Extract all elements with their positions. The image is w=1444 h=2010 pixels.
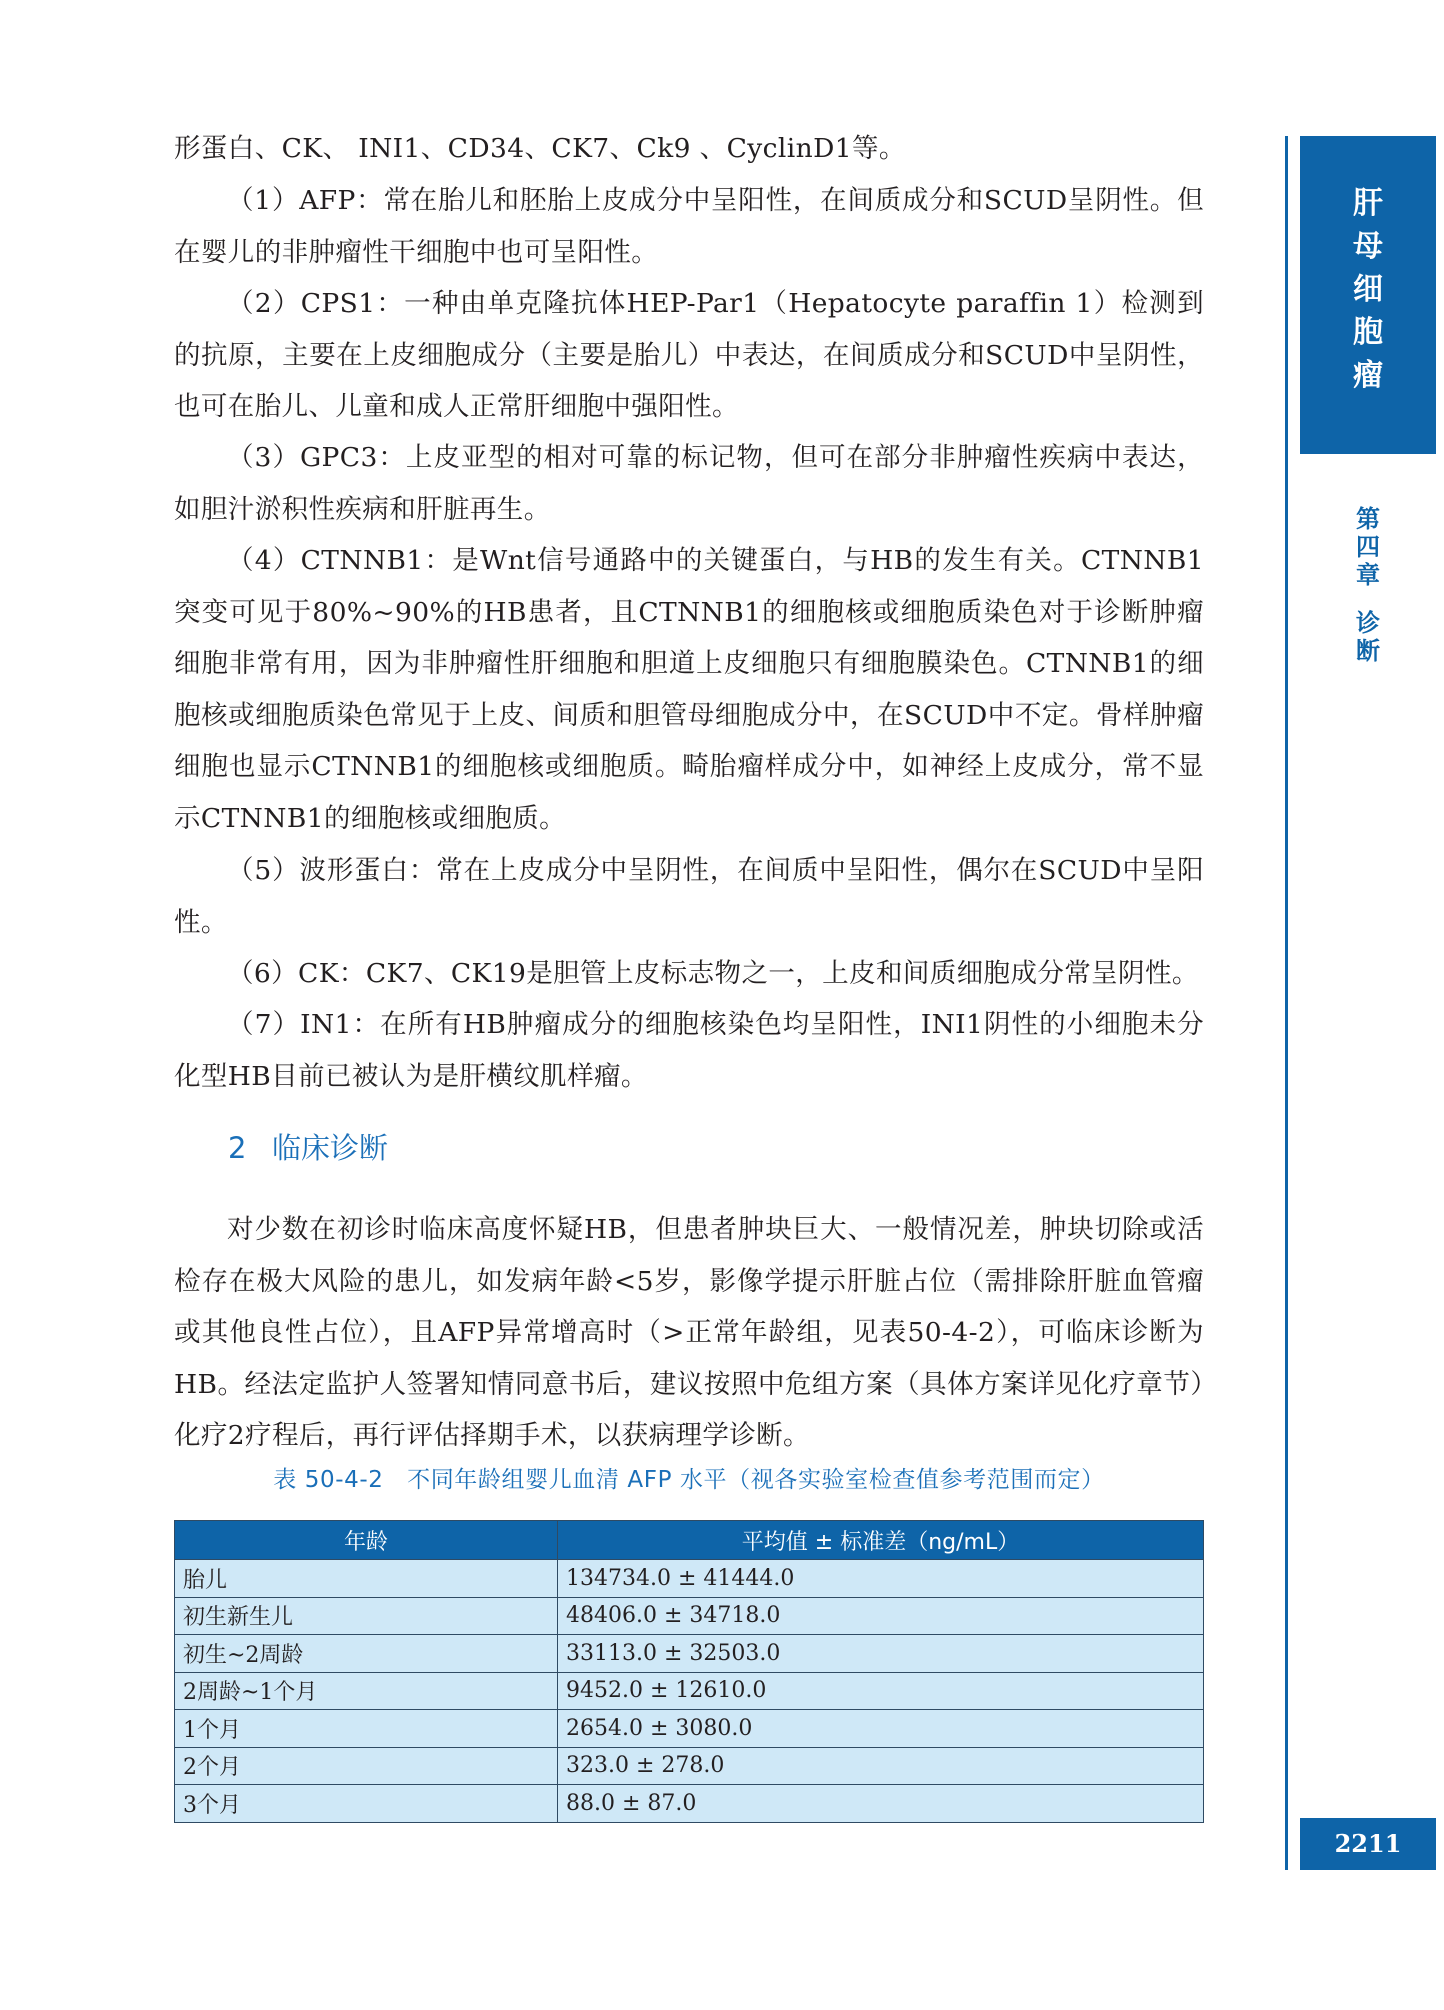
tab-char: 细 [1353,272,1383,307]
body-paragraph: （6）CK：CK7、CK19是胆管上皮标志物之一，上皮和间质细胞成分常呈阴性。 [227,958,1199,989]
cell-age: 初生~2周龄 [175,1635,558,1673]
page-number: 2211 [1300,1818,1436,1870]
table-caption: 表 50-4-2 不同年龄组婴儿血清 AFP 水平（视各实验室检查值参考范围而定） [273,1467,1105,1493]
body-paragraph: （7）IN1：在所有HB肿瘤成分的细胞核染色均呈阳性，INI1阴性的小细胞未分化型HB目前已被认为是肝横纹肌样瘤。 [174,1009,1204,1092]
clinical-paragraph: 对少数在初诊时临床高度怀疑HB，但患者肿块巨大、一般情况差，肿块切除或活检存在极大风险的患儿，如发病年龄<5岁，影像学提示肝脏占位（需排除肝脏血管瘤或其他良性占位），且AFP异常增高时（>正常年龄组，见表50-4-2），可临床诊断为HB。经法定监护人签署知情同意书后，建议按照中危组方案（具体方案详见化疗章节）化疗2疗程后，再行评估择期手术，以获病理学诊断。 [174,1214,1204,1451]
body-paragraph: （5）波形蛋白：常在上皮成分中呈阴性，在间质中呈阳性，偶尔在SCUD中呈阳性。 [174,855,1204,938]
cell-value: 33113.0 ± 32503.0 [558,1635,1204,1673]
section-heading [228,1128,388,1168]
section-title: 临床诊断 [272,1131,389,1165]
cell-age: 2周龄~1个月 [175,1672,558,1710]
body-paragraph: 形蛋白、CK、 INI1、CD34、CK7、Ck9 、CyclinD1等。 [174,133,906,164]
table-row [175,1710,1204,1748]
chapter-label [1300,505,1436,665]
tab-char: 瘤 [1353,358,1383,393]
cell-value: 134734.0 ± 41444.0 [558,1560,1204,1598]
header-value: 平均值 ± 标准差（ng/mL） [558,1521,1204,1560]
cell-age: 1个月 [175,1710,558,1748]
table-row [175,1672,1204,1710]
tab-char: 肝 [1353,186,1383,221]
chapter-char: 四 [1356,533,1380,561]
table-row [175,1635,1204,1673]
tab-char: 母 [1353,229,1383,264]
margin-rule [1285,136,1288,1870]
cell-age: 初生新生儿 [175,1597,558,1635]
chapter-char: 第 [1356,505,1380,533]
cell-age: 胎儿 [175,1560,558,1598]
section-tab-title [1300,182,1436,397]
body-paragraph: （2）CPS1：一种由单克隆抗体HEP-Par1（Hepatocyte paraffin 1）检测到的抗原，主要在上皮细胞成分（主要是胎儿）中表达，在间质成分和SCUD中呈阴性，也可在胎儿、儿童和成人正常肝细胞中强阳性。 [174,288,1204,422]
section-number: 2 [228,1131,247,1165]
cell-value: 88.0 ± 87.0 [558,1785,1204,1823]
cell-age: 2个月 [175,1747,558,1785]
chapter-char: 章 [1356,561,1380,589]
cell-value: 48406.0 ± 34718.0 [558,1597,1204,1635]
body-paragraph: （3）GPC3：上皮亚型的相对可靠的标记物，但可在部分非肿瘤性疾病中表达，如胆汁淤积性疾病和肝脏再生。 [174,442,1204,525]
table-row [175,1560,1204,1598]
cell-value: 323.0 ± 278.0 [558,1747,1204,1785]
chapter-name-char: 断 [1356,637,1380,665]
tab-char: 胞 [1353,315,1383,350]
header-age: 年龄 [175,1521,558,1560]
chapter-name-char: 诊 [1356,609,1380,637]
cell-age: 3个月 [175,1785,558,1823]
cell-value: 2654.0 ± 3080.0 [558,1710,1204,1748]
table-row [175,1597,1204,1635]
body-paragraph: （4）CTNNB1：是Wnt信号通路中的关键蛋白，与HB的发生有关。CTNNB1突变可见于80%~90%的HB患者，且CTNNB1的细胞核或细胞质染色对于诊断肿瘤细胞非常有用，因为非肿瘤性肝细胞和胆道上皮细胞只有细胞膜染色。CTNNB1的细胞核或细胞质染色常见于上皮、间质和胆管母细胞成分中，在SCUD中不定。骨样肿瘤细胞也显示CTNNB1的细胞核或细胞质。畸胎瘤样成分中，如神经上皮成分，常不显示CTNNB1的细胞核或细胞质。 [174,545,1204,834]
cell-value: 9452.0 ± 12610.0 [558,1672,1204,1710]
body-paragraph: （1）AFP：常在胎儿和胚胎上皮成分中呈阳性，在间质成分和SCUD呈阴性。但在婴儿的非肿瘤性干细胞中也可呈阳性。 [174,185,1204,268]
table-header-row [175,1521,1204,1560]
table-row [175,1785,1204,1823]
afp-table [174,1520,1204,1823]
table-row [175,1747,1204,1785]
